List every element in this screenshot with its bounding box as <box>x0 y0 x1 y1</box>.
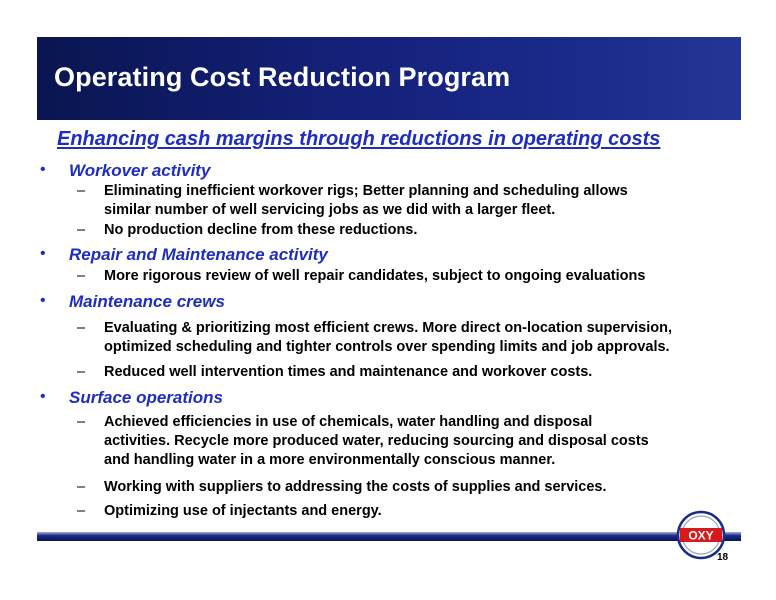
dash-icon: – <box>77 364 86 380</box>
page-number: 18 <box>717 552 729 563</box>
item-text: More rigorous review of well repair candidates, subject to ongoing evaluations <box>104 268 646 284</box>
section-label: Surface operations <box>69 388 223 407</box>
bullet-icon: • <box>40 292 46 309</box>
item-text: Achieved efficiencies in use of chemicals, water handling and disposal activities. Recycle more produced water, reducing sourcing and disposal costs and handling water in a more environmentally conscious manner. <box>104 414 649 468</box>
title-bar <box>37 37 741 120</box>
bullet-icon: • <box>40 388 46 405</box>
slide-title: Operating Cost Reduction Program <box>54 62 511 92</box>
dash-icon: – <box>77 503 86 519</box>
item-text: Working with suppliers to addressing the costs of supplies and services. <box>104 479 607 495</box>
bullet-icon: • <box>40 161 46 178</box>
section-label: Maintenance crews <box>69 292 225 311</box>
item-text: Optimizing use of injectants and energy. <box>104 503 382 519</box>
dash-icon: – <box>77 222 86 238</box>
slide-subtitle: Enhancing cash margins through reductions in operating costs <box>57 128 661 150</box>
item-text: No production decline from these reductions. <box>104 222 418 238</box>
footer-rule <box>37 532 741 541</box>
dash-icon: – <box>77 183 86 199</box>
item-text: Reduced well intervention times and maintenance and workover costs. <box>104 364 593 380</box>
dash-icon: – <box>77 479 86 495</box>
item-text: Evaluating & prioritizing most efficient crews. More direct on-location supervision, optimized scheduling and tighter controls over spending limits and job approvals. <box>104 320 673 355</box>
section-label: Workover activity <box>69 161 211 180</box>
item-text: Eliminating inefficient workover rigs; Better planning and scheduling allows similar number of well servicing jobs as we did with a larger fleet. <box>104 183 628 218</box>
dash-icon: – <box>77 320 86 336</box>
dash-icon: – <box>77 268 86 284</box>
section-label: Repair and Maintenance activity <box>69 245 328 264</box>
dash-icon: – <box>77 414 86 430</box>
bullet-icon: • <box>40 245 46 262</box>
logo-text: OXY <box>688 528 714 543</box>
